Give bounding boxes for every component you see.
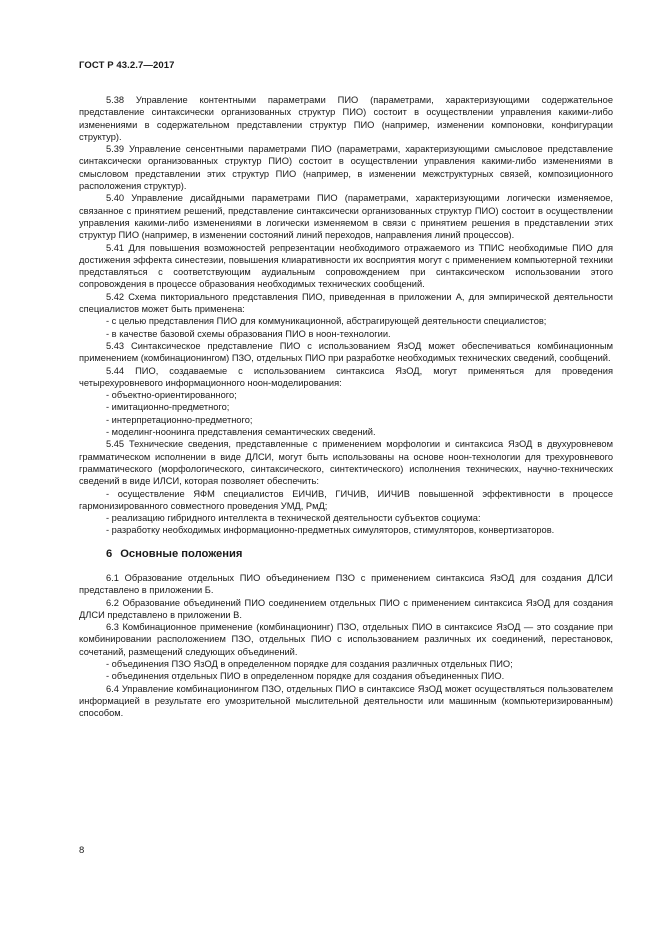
document-body — [79, 94, 613, 720]
list-item: - объединения отдельных ПИО в определенном порядке для создания объединенных ПИО. — [106, 671, 505, 682]
list-item: - объединения ПЗО ЯзОД в определенном порядке для создания различных отдельных ПИО; — [106, 659, 513, 670]
paragraph-6-4: 6.4 Управление комбинационингом ПЗО, отдельных ПИО в синтаксисе ЯзОД может осуществляться пользователем информацией в результате его умозрительной мыслительной деятельности или машинным (компьютеризированным) способом. — [79, 683, 613, 719]
paragraph-6-2: 6.2 Образование объединений ПИО соединением отдельных ПИО с применением синтаксиса ЯзОД для создания ДЛСИ представлено в приложении В. — [79, 597, 613, 620]
list-item: - осуществление ЯФМ специалистов ЕИЧИВ, ГИЧИВ, ИИЧИВ повышенной эффективности в процессе гармонизированного совместного проведения УМД, РмД; — [79, 488, 613, 511]
list-item: - разработку необходимых информационно-предметных симуляторов, стимуляторов, конвертизаторов. — [106, 525, 555, 536]
document-header: ГОСТ Р 43.2.7—2017 — [79, 60, 175, 71]
list-item: - реализацию гибридного интеллекта в технической деятельности субъектов социума: — [106, 513, 481, 524]
paragraph-5-41: 5.41 Для повышения возможностей репрезентации необходимого отражаемого из ТПИС необходимые ПИО для достижения эффекта синестезии, повышения клиаративности их восприятия могут с применением компьютерной техники представляться с соответствующим аудиальным сопровождением при синтаксическом использовании этого сопровождения в процессе образования необходимых технических сообщений. — [79, 242, 613, 290]
paragraph-5-40: 5.40 Управление дисайдными параметрами ПИО (параметрами, характеризующими логически изменяемое, связанное с принятием решений, представление синтаксически организованных структур ПИО) состоит в осуществлении управления какими-либо изменениями в логически изменяемом в связи с принятием решения в представлении этих структур ПИО (например, в изменении состояний линий переходов, направления линий процессов). — [79, 193, 613, 241]
list-item: - с целью представления ПИО для коммуникационной, абстрагирующей деятельности специалистов; — [106, 316, 547, 327]
section-heading — [106, 548, 613, 560]
list-item: - в качестве базовой схемы образования ПИО в ноон-технологии. — [106, 328, 391, 339]
paragraph-5-38: 5.38 Управление контентными параметрами ПИО (параметрами, характеризующими содержательное представление синтаксически организованных структур ПИО) состоит в осуществлении управления какими-либо изменениями в содержательном представлении структур ПИО (например, изменении компоновки, конфигурации структур). — [79, 95, 613, 142]
list-item: - моделинг-ноонинга представления семантических сведений. — [106, 427, 376, 438]
paragraph-5-43: 5.43 Синтаксическое представление ПИО с использованием ЯзОД может обеспечиваться комбинационным применением (комбинационингом) ПЗО, отдельных ПИО при разработке необходимых технических сведений, сообщений. — [79, 340, 613, 364]
paragraph-5-44: 5.44 ПИО, создаваемые с использованием синтаксиса ЯзОД, могут применяться для проведения четырехуровневого информационного ноон-моделирования: — [79, 365, 613, 388]
section-title: Основные положения — [120, 547, 243, 560]
page-number: 8 — [79, 845, 85, 856]
paragraph-5-39: 5.39 Управление сенсентными параметрами ПИО (параметрами, характеризующими смысловое представление синтаксически организованных структур ПИО) состоит в осуществлении управления какими-либо изменениями в смысловом представлении этих структур ПИО (например, в изменении межструктурных связей, композиционного расположения структур). — [79, 144, 613, 192]
section-number: 6 — [106, 547, 113, 560]
paragraph-6-3: 6.3 Комбинационное применение (комбинационинг) ПЗО, отдельных ПИО в синтаксисе ЯзОД — это создание при комбинировании расположением ПЗО, отдельных ПИО с использованием различных их соединений, перестановок, сочетаний, размещений следующих объединений. — [79, 622, 613, 657]
list-item: - объектно-ориентированного; — [106, 390, 237, 401]
list-item: - интерпретационно-предметного; — [106, 414, 253, 425]
paragraph-6-1: 6.1 Образование отдельных ПИО объединением ПЗО с применением синтаксиса ЯзОД для создания ДЛСИ представлено в приложении Б. — [79, 572, 613, 596]
paragraph-5-42: 5.42 Схема пикториального представления ПИО, приведенная в приложении А, для эмпирической деятельности специалистов может быть применена: — [79, 291, 613, 315]
list-item: - имитационно-предметного; — [106, 402, 230, 413]
paragraph-5-45: 5.45 Технические сведения, представленные с применением морфологии и синтаксиса ЯзОД в двухуровневом грамматическом исполнении в виде ДЛСИ, могут быть использованы на основе ноон-технологии для трехуровневого грамматического (морфологического, синтаксического, синтектического) исполнения технических, научно-технических сведений в виде ИЛСИ, которая позволяет обеспечить: — [79, 439, 613, 487]
